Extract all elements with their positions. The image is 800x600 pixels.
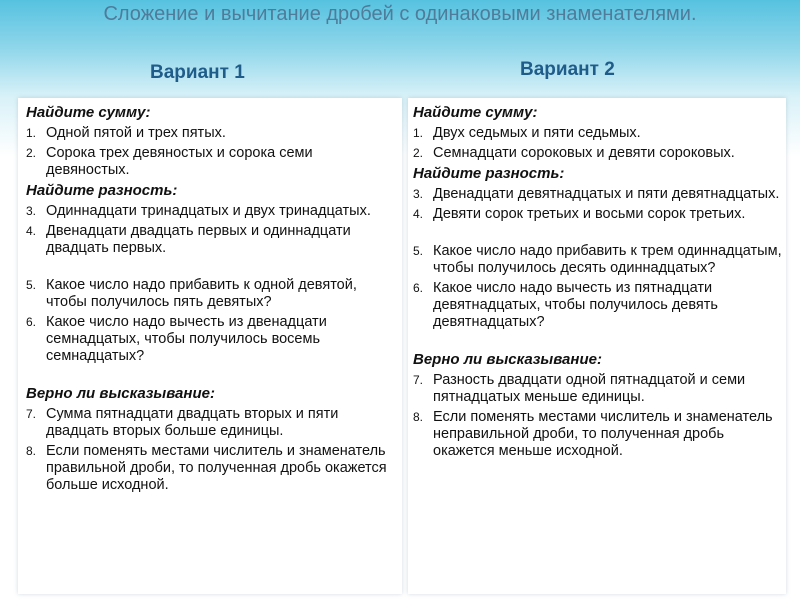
task-text: Девяти сорок третьих и восьми сорок третьих.: [433, 206, 746, 222]
task-item-5: [26, 277, 396, 311]
task-text: Двенадцати девятнадцатых и пяти девятнадцатых.: [433, 186, 780, 202]
task-text: Какое число надо вычесть из двенадцати семнадцатых, чтобы получилось восемь семнадцатых?: [46, 314, 327, 364]
task-number: 6.: [26, 315, 37, 329]
difference-heading: Найдите разность:: [413, 165, 565, 182]
sum-heading: Найдите сумму:: [26, 104, 151, 121]
task-item-7: [413, 372, 783, 406]
variant-2-title: Вариант 2: [520, 59, 615, 80]
difference-heading: Найдите разность:: [26, 182, 178, 199]
page-title: Сложение и вычитание дробей с одинаковыми знаменателями.: [103, 3, 697, 25]
task-number: 3.: [413, 187, 424, 201]
task-number: 1.: [413, 126, 424, 140]
task-text: Если поменять местами числитель и знаменатель правильной дроби, то полученная дробь окажется больше исходной.: [46, 443, 387, 493]
task-number: 5.: [26, 278, 37, 292]
task-item-2: [413, 145, 783, 162]
task-item-6: [26, 314, 396, 365]
task-item-3: [26, 203, 396, 220]
task-text: Какое число надо прибавить к трем одиннадцатым, чтобы получилось десять одиннадцатых?: [433, 243, 782, 276]
task-text: Одиннадцати тринадцатых и двух тринадцатых.: [46, 203, 371, 219]
task-item-2: [26, 145, 396, 179]
task-number: 5.: [413, 244, 424, 258]
task-item-8: [413, 409, 783, 460]
task-text: Сорока трех девяностых и сорока семи девяностых.: [46, 145, 313, 178]
task-text: Одной пятой и трех пятых.: [46, 125, 226, 141]
task-text: Двенадцати двадцать первых и одиннадцати двадцать первых.: [46, 223, 351, 256]
task-number: 2.: [413, 146, 424, 160]
task-text: Двух седьмых и пяти седьмых.: [433, 125, 641, 141]
task-text: Какое число надо прибавить к одной девятой, чтобы получилось пять девятых?: [46, 277, 357, 310]
variant-1-title: Вариант 1: [150, 62, 245, 83]
task-number: 8.: [26, 444, 37, 458]
task-item-5: [413, 243, 783, 277]
task-number: 4.: [413, 207, 424, 221]
true-false-heading: Верно ли высказывание:: [413, 351, 602, 368]
task-text: Сумма пятнадцати двадцать вторых и пяти двадцать вторых больше единицы.: [46, 406, 339, 439]
task-item-6: [413, 280, 783, 331]
task-item-4: [413, 206, 783, 223]
task-text: Какое число надо вычесть из пятнадцати девятнадцатых, чтобы получилось девять девятнадцатых?: [433, 280, 718, 330]
task-item-7: [26, 406, 396, 440]
task-number: 1.: [26, 126, 37, 140]
task-text: Если поменять местами числитель и знаменатель неправильной дроби, то полученная дробь окажется меньше исходной.: [433, 409, 773, 459]
variant-1-tasks: [26, 104, 396, 497]
task-number: 2.: [26, 146, 37, 160]
task-item-8: [26, 443, 396, 494]
task-text: Разность двадцати одной пятнадцатой и семи пятнадцатых меньше единицы.: [433, 372, 746, 405]
task-number: 7.: [26, 407, 37, 421]
variant-2-tasks: [413, 104, 783, 463]
task-item-4: [26, 223, 396, 257]
task-number: 3.: [26, 204, 37, 218]
task-number: 6.: [413, 281, 424, 295]
true-false-heading: Верно ли высказывание:: [26, 385, 215, 402]
task-number: 8.: [413, 410, 424, 424]
task-item-3: [413, 186, 783, 203]
task-item-1: [26, 125, 396, 142]
task-number: 4.: [26, 224, 37, 238]
task-text: Семнадцати сороковых и девяти сороковых.: [433, 145, 735, 161]
task-number: 7.: [413, 373, 424, 387]
task-item-1: [413, 125, 783, 142]
sum-heading: Найдите сумму:: [413, 104, 538, 121]
